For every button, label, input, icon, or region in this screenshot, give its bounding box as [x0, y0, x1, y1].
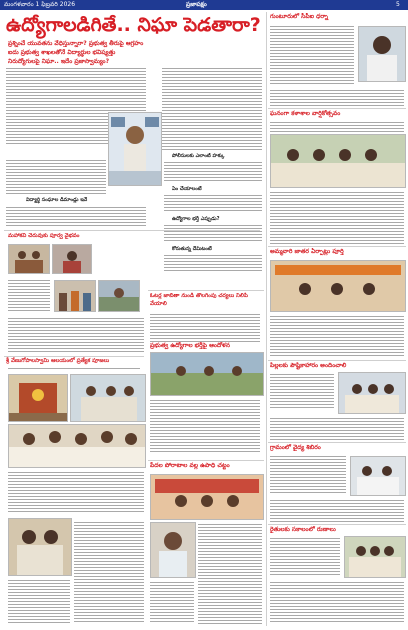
center-story-4-text: [198, 522, 262, 624]
right-story-3-text: [270, 314, 404, 358]
left-bottom-text-2: [8, 578, 70, 624]
divider-center-2: [148, 460, 264, 461]
paper-name: ప్రజాపక్షం: [186, 1, 207, 8]
right-medical-photo: [350, 456, 406, 496]
center-subhead-4: కోరుతున్న దేమిటంటే: [172, 246, 212, 252]
right-group-photo: [270, 134, 406, 188]
right-portrait-photo: [358, 26, 406, 82]
lead-quote: నిరుద్యోగులపై నిఘా.. ఇదేం ప్రజాస్వామ్యం?: [8, 58, 110, 65]
center-field-photo: [150, 352, 264, 396]
center-portrait-photo: [150, 522, 196, 578]
right-story-1-headline: గుంటూరులో సీపీఐ ధర్నా: [270, 13, 329, 20]
lead-body-text-3: [162, 66, 262, 150]
center-subhead-2: ఏం చేయాలంటే: [172, 186, 202, 192]
right-story-6-text-2: [270, 580, 404, 624]
right-story-1-text: [270, 24, 354, 86]
left-story-2-text-2: [8, 316, 144, 352]
right-story-2-text-2: [270, 190, 404, 244]
right-story-4-text-2: [270, 416, 404, 440]
center-ceremony-photo: [150, 474, 264, 520]
center-text-1: [164, 160, 262, 182]
temple-photo-left: [8, 374, 68, 422]
lead-headline: ఉద్యోగాలడిగితే.. నిఘా పెడతారా?: [6, 14, 261, 36]
center-story-4-text-2: [150, 580, 194, 624]
issue-date: మంగళవారం 1 ఫిబ్రవరి 2026: [4, 1, 76, 8]
center-story-4-headline: పేదల పోరాటాల వల్ల ఉపాధి చట్టం: [150, 462, 230, 469]
right-story-2-headline: ఘనంగా కళాశాల వార్షికోత్సవం: [270, 110, 341, 117]
right-story-4-headline: పిల్లలకు పౌష్టికాహారం అందించాలి: [270, 362, 347, 369]
left-story-2-photo-b: [52, 244, 92, 274]
divider-right-4: [268, 442, 406, 443]
center-text-2: [164, 193, 262, 213]
right-story-5-text-2: [270, 498, 404, 522]
divider-right-5: [268, 524, 406, 525]
right-story-6-text: [270, 536, 340, 576]
left-story-2-text: [8, 278, 50, 312]
center-story-2-text: [150, 312, 260, 342]
left-story-2-photo-d: [98, 280, 140, 312]
lead-section-heading: విద్యార్థి సంఘాల డిమాండ్లు ఇవే: [26, 197, 88, 203]
divider-right-1: [268, 108, 406, 109]
protest-laptop-photo: [108, 112, 162, 186]
divider-right-3: [268, 360, 406, 361]
left-story-2-photo-c: [54, 280, 96, 312]
lead-subhead: ఐదు ప్రభుత్వ శాఖలతోనే విద్యార్థుల భవిష్యత్తు: [8, 49, 116, 56]
lead-kicker: ప్రశ్నించే యువతను వేధిస్తున్నారా? ప్రభుత్వ తీరుపై ఆగ్రహం: [8, 40, 144, 47]
center-subhead-3: ఉద్యోగాల భర్తీ ఎప్పుడు?: [172, 216, 220, 222]
page-number: 5: [396, 1, 400, 8]
temple-crowd-photo: [8, 424, 146, 468]
left-story-3-text: [8, 470, 144, 514]
right-jatara-photo: [270, 260, 406, 312]
divider-right-2: [268, 246, 406, 247]
right-story-1-text-2: [270, 88, 404, 106]
center-story-2-headline: ఓటర్ల జాబితా నుండి తొలగింపు చర్యలు నిలిపి వేయాలి: [150, 293, 248, 307]
temple-photo-right: [70, 374, 146, 422]
right-story-3-headline: అమ్మవారి జాతర ఏర్పాట్లు పూర్తి: [270, 248, 344, 255]
right-farmers-photo: [344, 536, 406, 578]
left-story-3-headline: శ్రీ వేణుగోపాలస్వామి ఆలయంలో ప్రత్యేక పూజలు: [6, 358, 110, 364]
center-text-4: [164, 253, 262, 271]
right-story-5-headline: గ్రామంలో వైద్య శిబిరం: [270, 444, 321, 451]
right-story-4-text: [270, 372, 334, 410]
divider-center-1: [148, 290, 264, 291]
right-children-photo: [338, 372, 406, 414]
right-story-2-text: [270, 120, 404, 132]
left-story-3-subtext: [8, 366, 140, 370]
center-story-3-text: [150, 398, 260, 454]
left-story-2-photo-a: [8, 244, 50, 274]
left-bottom-photo: [8, 518, 72, 576]
center-text-3: [164, 223, 262, 243]
right-story-5-text: [270, 454, 346, 494]
center-story-3-headline: ప్రభుత్వ ఉద్యోగాల భర్తీపై ఆందోళన: [150, 342, 231, 349]
lead-section-text: [6, 205, 146, 227]
right-story-6-headline: రైతులకు సకాలంలో రుణాలు: [270, 526, 336, 533]
divider-lead: [4, 230, 260, 231]
column-rule-right: [266, 12, 267, 626]
left-story-2-headline: మహాకవి చెరువుకు పూర్వ వైభవం: [8, 233, 80, 239]
lead-body-text-2: [6, 158, 106, 196]
masthead-band: [0, 0, 408, 10]
center-subhead-1: పోలీసులకు ఎలాంటి హక్కు: [172, 153, 225, 159]
left-bottom-text: [74, 520, 144, 624]
